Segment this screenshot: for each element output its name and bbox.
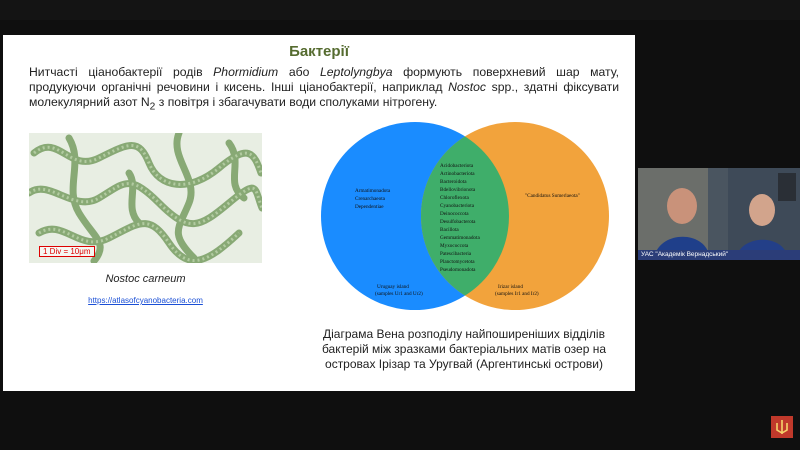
right-island-samples: (samples Ir1 and Ir2) bbox=[495, 291, 539, 297]
center-item: Chloroflexota bbox=[440, 195, 469, 201]
venn-caption: Діаграма Вена розподілу найпоширеніших відділів бактерій між зразками бактеріальних матів озер на островах Ірізар та Уругвай (Аргентинські острови) bbox=[321, 327, 607, 371]
webcam-overlay bbox=[638, 168, 800, 260]
center-item: Patescibacteria bbox=[440, 251, 472, 257]
venn-diagram bbox=[320, 121, 610, 311]
para-text-2: або bbox=[278, 65, 320, 79]
center-item: Bdellovibrionota bbox=[440, 187, 476, 193]
nostoc-filaments-image bbox=[29, 133, 262, 263]
center-item: Cyanobacteriota bbox=[440, 203, 474, 209]
channel-logo-icon bbox=[771, 416, 793, 438]
center-item: Bacteroidota bbox=[440, 179, 467, 185]
presentation-slide bbox=[3, 35, 635, 391]
center-item: Acidobacteriota bbox=[440, 163, 474, 169]
source-link[interactable]: https://atlasofcyanobacteria.com bbox=[88, 296, 203, 305]
para-text-5: з повітря і збагачувати води сполуками нітрогену. bbox=[155, 95, 438, 109]
right-item: "Candidatus Sumerlaeota" bbox=[525, 193, 580, 199]
center-item: Myxococcota bbox=[440, 243, 469, 249]
center-item: Actinobacteriota bbox=[440, 171, 475, 177]
genus-phormidium: Phormidium bbox=[213, 65, 279, 79]
speakers-video bbox=[638, 168, 800, 260]
left-island-samples: (samples Ur1 and Ur2) bbox=[375, 291, 423, 297]
center-item: Pseudomonadota bbox=[440, 267, 476, 273]
center-item: Gemmatimonadota bbox=[440, 235, 480, 241]
scale-bar: 1 Div = 10μm bbox=[39, 246, 95, 257]
right-island-label: Irizar island bbox=[498, 284, 523, 290]
left-item: Crenarchaeota bbox=[355, 196, 385, 202]
para-text-4: spp., здатні фіксувати молекулярний азот N bbox=[29, 80, 619, 109]
microscope-photo bbox=[29, 133, 262, 263]
center-item: Bacillota bbox=[440, 227, 459, 233]
para-text-1: Нитчасті ціанобактерії родів bbox=[29, 65, 214, 79]
genus-leptolyngbya: Leptolyngbya bbox=[319, 65, 393, 79]
para-text-3: формують поверхневий шар мату, продукуючи органічні речовини і кисень. Інші ціанобактерії, наприклад bbox=[29, 65, 619, 94]
logo-trident-icon bbox=[771, 416, 793, 438]
photo-caption: Nostoc carneum bbox=[105, 273, 186, 285]
center-item: Planctomycetota bbox=[440, 259, 475, 265]
left-item: Armatimonadota bbox=[355, 188, 391, 194]
top-bar bbox=[0, 0, 800, 20]
station-banner: УАС "Академік Вернадський" bbox=[638, 250, 800, 260]
center-item: Deinococcota bbox=[440, 211, 469, 217]
slide-paragraph bbox=[29, 65, 619, 114]
left-item: Dependentiae bbox=[355, 204, 384, 210]
left-island-label: Uruguay island bbox=[377, 284, 409, 290]
genus-nostoc: Nostoc bbox=[448, 80, 487, 94]
subscript-2: 2 bbox=[149, 101, 156, 113]
center-item: Desulfobacterota bbox=[440, 219, 476, 225]
slide-title: Бактерії bbox=[289, 43, 349, 60]
